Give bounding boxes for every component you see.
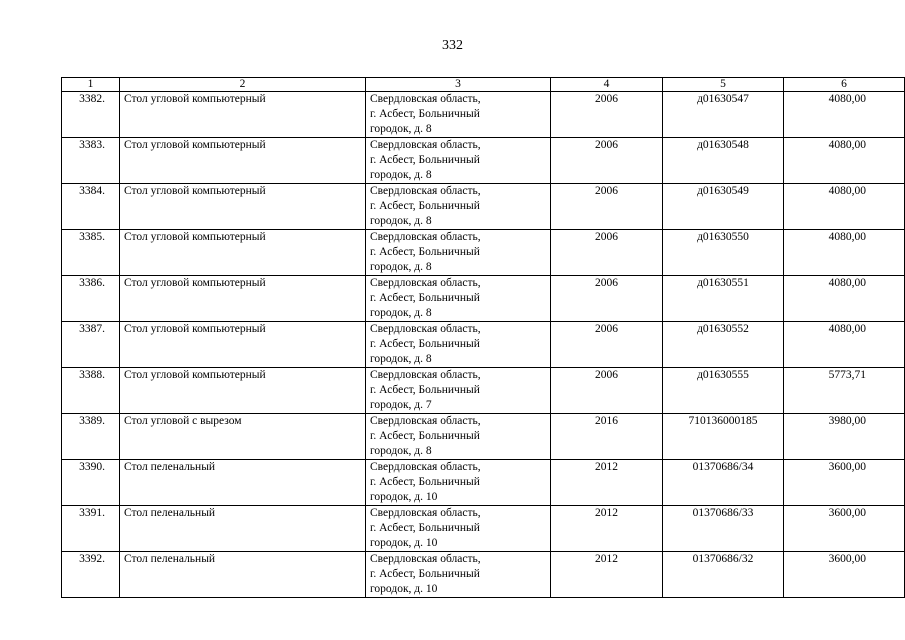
cost-cell: 3600,00 bbox=[784, 552, 905, 598]
year-cell: 2006 bbox=[551, 322, 663, 368]
row-number-cell: 3387. bbox=[62, 322, 120, 368]
address-cell: Свердловская область, г. Асбест, Больничный городок, д. 10 bbox=[366, 506, 551, 552]
column-header-6: 6 bbox=[784, 78, 905, 92]
item-name-cell: Стол пеленальный bbox=[120, 460, 366, 506]
address-cell: Свердловская область, г. Асбест, Больничный городок, д. 8 bbox=[366, 184, 551, 230]
inventory-number-cell: д01630550 bbox=[663, 230, 784, 276]
row-number-cell: 3386. bbox=[62, 276, 120, 322]
address-cell: Свердловская область, г. Асбест, Больничный городок, д. 8 bbox=[366, 322, 551, 368]
item-name-cell: Стол угловой компьютерный bbox=[120, 138, 366, 184]
address-cell: Свердловская область, г. Асбест, Больничный городок, д. 8 bbox=[366, 414, 551, 460]
column-header-1: 1 bbox=[62, 78, 120, 92]
item-name-cell: Стол пеленальный bbox=[120, 506, 366, 552]
row-number-cell: 3385. bbox=[62, 230, 120, 276]
row-number-cell: 3383. bbox=[62, 138, 120, 184]
table-row bbox=[62, 506, 905, 552]
cost-cell: 3980,00 bbox=[784, 414, 905, 460]
year-cell: 2006 bbox=[551, 92, 663, 138]
year-cell: 2006 bbox=[551, 276, 663, 322]
cost-cell: 4080,00 bbox=[784, 92, 905, 138]
inventory-number-cell: 710136000185 bbox=[663, 414, 784, 460]
column-header-3: 3 bbox=[366, 78, 551, 92]
table-row bbox=[62, 92, 905, 138]
address-cell: Свердловская область, г. Асбест, Больничный городок, д. 8 bbox=[366, 138, 551, 184]
cost-cell: 5773,71 bbox=[784, 368, 905, 414]
year-cell: 2012 bbox=[551, 552, 663, 598]
year-cell: 2006 bbox=[551, 368, 663, 414]
inventory-number-cell: 01370686/33 bbox=[663, 506, 784, 552]
table-row bbox=[62, 184, 905, 230]
column-header-5: 5 bbox=[663, 78, 784, 92]
year-cell: 2006 bbox=[551, 184, 663, 230]
year-cell: 2006 bbox=[551, 230, 663, 276]
inventory-number-cell: 01370686/34 bbox=[663, 460, 784, 506]
cost-cell: 4080,00 bbox=[784, 184, 905, 230]
inventory-number-cell: д01630549 bbox=[663, 184, 784, 230]
year-cell: 2012 bbox=[551, 506, 663, 552]
table-row bbox=[62, 552, 905, 598]
cost-cell: 3600,00 bbox=[784, 460, 905, 506]
item-name-cell: Стол угловой компьютерный bbox=[120, 322, 366, 368]
table-row bbox=[62, 368, 905, 414]
item-name-cell: Стол угловой компьютерный bbox=[120, 230, 366, 276]
column-header-4: 4 bbox=[551, 78, 663, 92]
year-cell: 2006 bbox=[551, 138, 663, 184]
cost-cell: 3600,00 bbox=[784, 506, 905, 552]
item-name-cell: Стол пеленальный bbox=[120, 552, 366, 598]
inventory-number-cell: д01630547 bbox=[663, 92, 784, 138]
inventory-number-cell: д01630548 bbox=[663, 138, 784, 184]
year-cell: 2012 bbox=[551, 460, 663, 506]
item-name-cell: Стол угловой компьютерный bbox=[120, 368, 366, 414]
inventory-number-cell: д01630552 bbox=[663, 322, 784, 368]
property-registry-table bbox=[61, 77, 905, 598]
table-row bbox=[62, 414, 905, 460]
item-name-cell: Стол угловой с вырезом bbox=[120, 414, 366, 460]
year-cell: 2016 bbox=[551, 414, 663, 460]
item-name-cell: Стол угловой компьютерный bbox=[120, 92, 366, 138]
row-number-cell: 3388. bbox=[62, 368, 120, 414]
address-cell: Свердловская область, г. Асбест, Больничный городок, д. 7 bbox=[366, 368, 551, 414]
row-number-cell: 3392. bbox=[62, 552, 120, 598]
item-name-cell: Стол угловой компьютерный bbox=[120, 276, 366, 322]
row-number-cell: 3389. bbox=[62, 414, 120, 460]
address-cell: Свердловская область, г. Асбест, Больничный городок, д. 8 bbox=[366, 92, 551, 138]
table-row bbox=[62, 322, 905, 368]
address-cell: Свердловская область, г. Асбест, Больничный городок, д. 10 bbox=[366, 552, 551, 598]
table-row bbox=[62, 230, 905, 276]
address-cell: Свердловская область, г. Асбест, Больничный городок, д. 8 bbox=[366, 230, 551, 276]
address-cell: Свердловская область, г. Асбест, Больничный городок, д. 10 bbox=[366, 460, 551, 506]
row-number-cell: 3391. bbox=[62, 506, 120, 552]
table-row bbox=[62, 138, 905, 184]
table-header-row bbox=[62, 78, 905, 92]
inventory-number-cell: д01630551 bbox=[663, 276, 784, 322]
cost-cell: 4080,00 bbox=[784, 322, 905, 368]
column-header-2: 2 bbox=[120, 78, 366, 92]
inventory-number-cell: д01630555 bbox=[663, 368, 784, 414]
item-name-cell: Стол угловой компьютерный bbox=[120, 184, 366, 230]
address-cell: Свердловская область, г. Асбест, Больничный городок, д. 8 bbox=[366, 276, 551, 322]
inventory-number-cell: 01370686/32 bbox=[663, 552, 784, 598]
cost-cell: 4080,00 bbox=[784, 230, 905, 276]
page-number: 332 bbox=[442, 38, 463, 53]
table-row bbox=[62, 276, 905, 322]
table-row bbox=[62, 460, 905, 506]
row-number-cell: 3382. bbox=[62, 92, 120, 138]
cost-cell: 4080,00 bbox=[784, 276, 905, 322]
cost-cell: 4080,00 bbox=[784, 138, 905, 184]
row-number-cell: 3384. bbox=[62, 184, 120, 230]
row-number-cell: 3390. bbox=[62, 460, 120, 506]
